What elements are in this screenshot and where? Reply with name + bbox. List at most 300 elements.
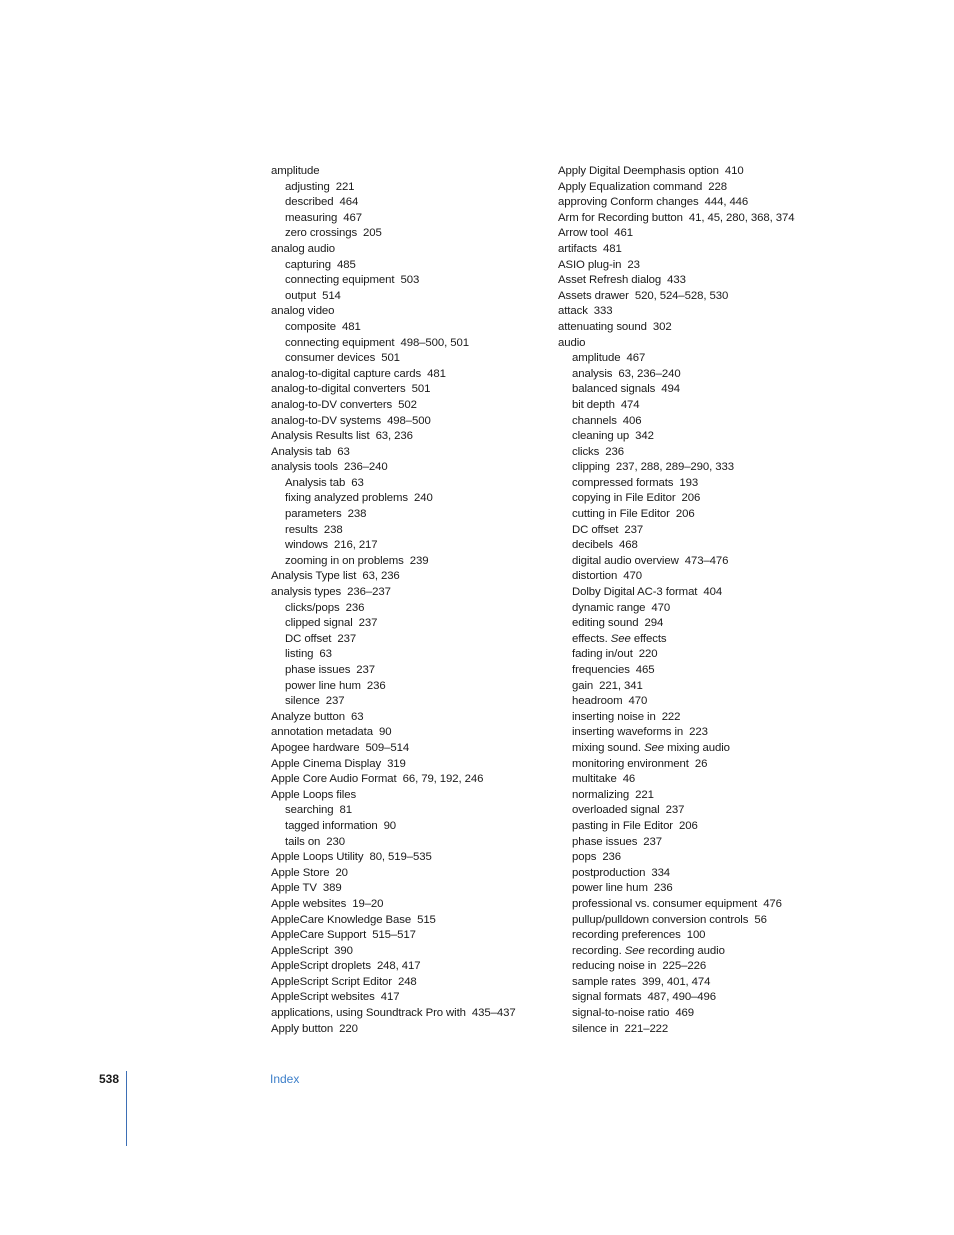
index-term: AppleScript Script Editor bbox=[271, 975, 392, 988]
index-term: Asset Refresh dialog bbox=[558, 274, 662, 287]
index-term: postproduction bbox=[572, 866, 646, 879]
index-subentry bbox=[558, 538, 898, 554]
index-subentry bbox=[271, 476, 546, 492]
page-references[interactable]: 237 bbox=[325, 695, 345, 708]
index-subentry bbox=[271, 523, 546, 539]
index-subentry bbox=[558, 507, 898, 523]
index-entry bbox=[271, 897, 546, 913]
index-entry bbox=[271, 414, 546, 430]
index-term: Analysis Type list bbox=[271, 570, 357, 583]
index-subentry bbox=[558, 881, 898, 897]
index-subentry bbox=[558, 445, 898, 461]
index-term: ASIO plug-in bbox=[558, 258, 622, 271]
page-references[interactable]: 230 bbox=[326, 835, 346, 848]
index-subentry bbox=[271, 336, 546, 352]
page-references[interactable]: 63, 236–240 bbox=[618, 367, 681, 380]
page-references[interactable]: 334 bbox=[651, 866, 671, 879]
page-references[interactable]: 502 bbox=[398, 398, 417, 411]
index-term: inserting waveforms in bbox=[572, 726, 684, 739]
index-subentry bbox=[558, 850, 898, 866]
index-term: Apply Equalization command bbox=[558, 180, 703, 193]
index-term: DC offset bbox=[572, 523, 619, 536]
index-entry bbox=[271, 367, 546, 383]
page-references[interactable]: 389 bbox=[322, 882, 342, 895]
page-references[interactable]: 509–514 bbox=[365, 741, 410, 754]
index-entry bbox=[271, 928, 546, 944]
index-term: balanced signals bbox=[572, 383, 656, 396]
index-subentry bbox=[558, 944, 898, 960]
index-entry bbox=[558, 164, 898, 180]
page-references[interactable]: 63 bbox=[351, 476, 364, 489]
index-term: tagged information bbox=[285, 819, 378, 832]
index-term: Apple Cinema Display bbox=[271, 757, 382, 770]
index-term: phase issues bbox=[572, 835, 638, 848]
page-references[interactable]: 66, 79, 192, 246 bbox=[402, 773, 484, 786]
page-references[interactable]: 220 bbox=[339, 1022, 358, 1035]
page-references[interactable]: 240 bbox=[413, 492, 433, 505]
index-term: bit depth bbox=[572, 398, 615, 411]
index-subentry bbox=[558, 1006, 898, 1022]
page-references[interactable]: 221–222 bbox=[624, 1022, 669, 1035]
page-references[interactable]: 228 bbox=[708, 180, 728, 193]
page-references[interactable]: 515 bbox=[417, 913, 436, 926]
index-entry bbox=[271, 398, 546, 414]
index-term: connecting equipment bbox=[285, 336, 395, 349]
index-term: effects. bbox=[572, 632, 608, 645]
page-references[interactable]: 206 bbox=[681, 492, 701, 505]
index-term: clicks bbox=[572, 445, 600, 458]
page-references[interactable]: 248, 417 bbox=[376, 960, 421, 973]
index-subentry bbox=[271, 211, 546, 227]
page-references[interactable]: 464 bbox=[339, 196, 359, 209]
index-term: monitoring environment bbox=[572, 757, 689, 770]
index-term: DC offset bbox=[285, 632, 332, 645]
index-term: windows bbox=[285, 539, 328, 552]
index-term: analog-to-DV systems bbox=[271, 414, 382, 427]
page-references[interactable]: 476 bbox=[763, 897, 782, 910]
index-subentry bbox=[558, 414, 898, 430]
index-term: analysis types bbox=[271, 586, 342, 599]
index-subentry bbox=[558, 382, 898, 398]
page-references[interactable]: 46 bbox=[622, 773, 636, 786]
page-references[interactable]: 501 bbox=[411, 383, 431, 396]
page-references[interactable]: 237, 288, 289–290, 333 bbox=[615, 461, 734, 474]
index-entry bbox=[558, 304, 898, 320]
page-references[interactable]: 221 bbox=[335, 180, 355, 193]
index-entry bbox=[558, 195, 898, 211]
index-entry bbox=[271, 881, 546, 897]
index-subentry bbox=[558, 476, 898, 492]
page-references[interactable]: 90 bbox=[378, 726, 392, 739]
index-entry bbox=[558, 242, 898, 258]
page-references[interactable]: 406 bbox=[622, 414, 642, 427]
index-term: cutting in File Editor bbox=[572, 508, 670, 521]
page-references[interactable]: 100 bbox=[686, 929, 706, 942]
index-term: zooming in on problems bbox=[285, 554, 404, 567]
see-reference-target[interactable]: effects bbox=[633, 632, 667, 645]
index-subentry bbox=[558, 725, 898, 741]
page-references[interactable]: 237 bbox=[356, 664, 376, 676]
index-subentry bbox=[558, 398, 898, 414]
page-references[interactable]: 470 bbox=[628, 695, 648, 708]
index-subentry bbox=[558, 990, 898, 1006]
index-term: cleaning up bbox=[572, 430, 630, 443]
index-term: fixing analyzed problems bbox=[285, 492, 408, 505]
index-subentry bbox=[558, 897, 898, 913]
index-term: results bbox=[285, 523, 318, 536]
page-references[interactable]: 435–437 bbox=[471, 1007, 516, 1020]
index-term: Apple Core Audio Format bbox=[271, 773, 397, 786]
page-references[interactable]: 56 bbox=[754, 913, 767, 926]
index-term: adjusting bbox=[285, 180, 330, 193]
index-term: audio bbox=[558, 336, 586, 349]
index-subentry bbox=[271, 538, 546, 554]
page-references[interactable]: 206 bbox=[679, 819, 698, 832]
index-term: Analyze button bbox=[271, 710, 345, 723]
index-subentry bbox=[271, 258, 546, 274]
page-references[interactable]: 238 bbox=[323, 523, 343, 536]
page-references[interactable]: 468 bbox=[619, 539, 638, 552]
index-entry bbox=[558, 289, 898, 305]
index-term: compressed formats bbox=[572, 476, 674, 489]
index-subentry bbox=[558, 866, 898, 882]
index-term: composite bbox=[285, 320, 337, 333]
index-term: silence in bbox=[572, 1022, 619, 1035]
index-subentry bbox=[558, 835, 898, 851]
page-references[interactable]: 485 bbox=[336, 258, 356, 271]
index-term: clipping bbox=[572, 461, 610, 474]
page-references[interactable]: 236 bbox=[605, 445, 624, 458]
index-term: analog video bbox=[271, 305, 335, 318]
see-reference-target[interactable]: mixing audio bbox=[667, 741, 730, 754]
index-term: power line hum bbox=[285, 679, 361, 692]
index-term: clipped signal bbox=[285, 617, 353, 630]
page-references[interactable]: 216, 217 bbox=[333, 539, 378, 552]
index-term: analog audio bbox=[271, 242, 336, 255]
index-term: multitake bbox=[572, 773, 617, 786]
index-term: analog-to-digital converters bbox=[271, 383, 406, 396]
index-entry bbox=[271, 304, 546, 320]
index-entry bbox=[271, 710, 546, 726]
page-references[interactable]: 221, 341 bbox=[599, 679, 643, 692]
page-references[interactable]: 342 bbox=[635, 430, 654, 443]
page-references[interactable]: 333 bbox=[593, 305, 613, 318]
index-term: recording preferences bbox=[572, 929, 681, 942]
page-references[interactable]: 417 bbox=[380, 991, 400, 1004]
index-term: editing sound bbox=[572, 617, 639, 630]
index-term: amplitude bbox=[572, 352, 621, 365]
see-reference-label: See bbox=[644, 741, 665, 754]
index-subentry bbox=[558, 772, 898, 788]
index-subentry bbox=[271, 289, 546, 305]
index-subentry bbox=[271, 320, 546, 336]
page-references[interactable]: 515–517 bbox=[372, 929, 416, 942]
index-term: mixing sound. bbox=[572, 741, 641, 754]
page-references[interactable]: 63 bbox=[337, 445, 350, 458]
index-term: searching bbox=[285, 804, 334, 817]
page-references[interactable]: 237 bbox=[643, 835, 663, 848]
index-term: Arm for Recording button bbox=[558, 211, 683, 224]
index-term: Apogee hardware bbox=[271, 741, 360, 754]
index-subentry bbox=[271, 507, 546, 523]
index-term: pasting in File Editor bbox=[572, 819, 674, 832]
page-references[interactable]: 404 bbox=[703, 586, 723, 599]
page-references[interactable]: 473–476 bbox=[684, 554, 729, 567]
index-term: digital audio overview bbox=[572, 554, 679, 567]
index-term: Arrow tool bbox=[558, 227, 609, 240]
index-subentry bbox=[558, 616, 898, 632]
index-subentry bbox=[558, 710, 898, 726]
index-term: sample rates bbox=[572, 975, 637, 988]
index-term: AppleCare Support bbox=[271, 929, 367, 942]
index-term: connecting equipment bbox=[285, 274, 395, 287]
index-subentry bbox=[271, 554, 546, 570]
index-subentry bbox=[558, 928, 898, 944]
page-references[interactable]: 470 bbox=[651, 601, 671, 614]
index-subentry bbox=[271, 803, 546, 819]
page-references[interactable]: 236 bbox=[602, 851, 622, 864]
index-term: Apply button bbox=[271, 1022, 334, 1035]
page-references[interactable]: 19–20 bbox=[352, 897, 384, 910]
page-references[interactable]: 26 bbox=[694, 757, 708, 770]
index-term: recording. bbox=[572, 944, 622, 957]
index-subentry bbox=[558, 663, 898, 679]
page-references[interactable]: 236–237 bbox=[347, 586, 391, 599]
index-subentry bbox=[558, 523, 898, 539]
page-references[interactable]: 487, 490–496 bbox=[647, 991, 716, 1004]
index-subentry bbox=[271, 601, 546, 617]
page-references[interactable]: 23 bbox=[627, 258, 640, 271]
page-references[interactable]: 494 bbox=[661, 383, 680, 396]
index-entry bbox=[271, 990, 546, 1006]
index-term: signal-to-noise ratio bbox=[572, 1007, 670, 1020]
page-number: 538 bbox=[99, 1072, 120, 1086]
index-term: reducing noise in bbox=[572, 960, 657, 973]
page-references[interactable]: 237 bbox=[624, 523, 644, 536]
index-entry bbox=[271, 866, 546, 882]
index-term: listing bbox=[285, 648, 314, 661]
page-references[interactable]: 205 bbox=[363, 227, 382, 240]
index-subentry bbox=[558, 959, 898, 975]
index-term: tails on bbox=[285, 835, 321, 848]
index-subentry bbox=[271, 632, 546, 648]
page-references[interactable]: 237 bbox=[337, 632, 357, 645]
index-subentry bbox=[558, 647, 898, 663]
page-references[interactable]: 238 bbox=[347, 508, 367, 521]
page-references[interactable]: 461 bbox=[614, 227, 633, 240]
page-references[interactable]: 433 bbox=[667, 274, 686, 287]
index-subentry bbox=[558, 554, 898, 570]
index-subentry bbox=[271, 273, 546, 289]
page-references[interactable]: 236 bbox=[366, 679, 386, 692]
index-term: Analysis Results list bbox=[271, 430, 370, 443]
page-references[interactable]: 223 bbox=[689, 726, 708, 739]
index-term: signal formats bbox=[572, 991, 642, 1004]
index-subentry bbox=[558, 429, 898, 445]
index-term: consumer devices bbox=[285, 352, 376, 365]
index-subentry bbox=[558, 803, 898, 819]
page-references[interactable]: 444, 446 bbox=[704, 196, 749, 209]
index-term: pullup/pulldown conversion controls bbox=[572, 913, 749, 926]
page-references[interactable]: 399, 401, 474 bbox=[642, 975, 711, 988]
index-term: AppleScript bbox=[271, 944, 329, 957]
index-subentry bbox=[558, 1022, 898, 1038]
index-entry bbox=[271, 975, 546, 991]
index-term: analysis bbox=[572, 367, 613, 380]
page-references[interactable]: 193 bbox=[679, 476, 699, 489]
page-references[interactable]: 294 bbox=[644, 617, 664, 630]
index-entry bbox=[558, 180, 898, 196]
index-term: artifacts bbox=[558, 242, 597, 255]
index-term: AppleScript droplets bbox=[271, 960, 371, 973]
page-references[interactable]: 236 bbox=[653, 882, 673, 895]
index-column-right bbox=[558, 164, 898, 1037]
index-term: applications, using Soundtrack Pro with bbox=[271, 1007, 466, 1020]
index-term: analog-to-DV converters bbox=[271, 398, 393, 411]
page-references[interactable]: 237 bbox=[665, 804, 685, 817]
index-subentry bbox=[558, 757, 898, 773]
page-references[interactable]: 63 bbox=[350, 710, 364, 723]
index-entry bbox=[271, 569, 546, 585]
index-term: analog-to-digital capture cards bbox=[271, 367, 422, 380]
page-references[interactable]: 410 bbox=[724, 165, 744, 177]
page-references[interactable]: 467 bbox=[626, 352, 646, 365]
page-references[interactable]: 319 bbox=[387, 757, 406, 770]
index-entry bbox=[271, 445, 546, 461]
index-term: inserting noise in bbox=[572, 710, 656, 723]
page-references[interactable]: 236–240 bbox=[343, 461, 388, 474]
index-term: amplitude bbox=[271, 165, 320, 177]
index-subentry bbox=[558, 975, 898, 991]
see-reference-label: See bbox=[610, 632, 631, 645]
index-subentry bbox=[271, 835, 546, 851]
index-term: annotation metadata bbox=[271, 726, 373, 739]
index-term: Dolby Digital AC-3 format bbox=[572, 586, 698, 599]
index-term: AppleScript websites bbox=[271, 991, 375, 1004]
page-references[interactable]: 41, 45, 280, 368, 374 bbox=[688, 211, 795, 224]
index-entry bbox=[271, 944, 546, 960]
page-references[interactable]: 81 bbox=[339, 804, 352, 817]
index-column-left bbox=[271, 164, 546, 1037]
page-references[interactable]: 481 bbox=[342, 320, 361, 333]
index-term: described bbox=[285, 196, 334, 209]
index-term: measuring bbox=[285, 211, 338, 224]
index-subentry bbox=[271, 819, 546, 835]
page-references[interactable]: 498–500, 501 bbox=[400, 336, 469, 349]
index-term: capturing bbox=[285, 258, 331, 271]
index-term: Analysis tab bbox=[271, 445, 332, 458]
page-references[interactable]: 481 bbox=[427, 367, 446, 380]
index-subentry bbox=[271, 663, 546, 679]
index-entry bbox=[271, 788, 546, 804]
index-subentry bbox=[271, 491, 546, 507]
index-subentry bbox=[271, 180, 546, 196]
index-entry bbox=[271, 772, 546, 788]
page-references[interactable]: 520, 524–528, 530 bbox=[634, 289, 729, 302]
page-references[interactable]: 222 bbox=[661, 710, 681, 723]
page-references[interactable]: 302 bbox=[652, 320, 672, 333]
page-references[interactable]: 20 bbox=[335, 866, 348, 879]
index-term: attack bbox=[558, 305, 588, 318]
index-entry bbox=[271, 1006, 546, 1022]
page-references[interactable]: 470 bbox=[623, 570, 642, 583]
index-entry bbox=[271, 429, 546, 445]
index-entry bbox=[271, 460, 546, 476]
index-term: channels bbox=[572, 414, 617, 427]
index-term: Analysis tab bbox=[285, 476, 346, 489]
page-references[interactable]: 503 bbox=[400, 274, 420, 287]
index-subentry bbox=[558, 569, 898, 585]
page-references[interactable]: 514 bbox=[322, 289, 341, 302]
page-references[interactable]: 63, 236 bbox=[375, 430, 413, 443]
index-subentry bbox=[271, 351, 546, 367]
page-references[interactable]: 501 bbox=[381, 352, 400, 365]
index-subentry bbox=[558, 819, 898, 835]
see-reference-target[interactable]: recording audio bbox=[647, 944, 725, 957]
page-references[interactable]: 474 bbox=[620, 398, 640, 411]
page-references[interactable]: 220 bbox=[638, 648, 658, 661]
page-references[interactable]: 469 bbox=[675, 1007, 695, 1020]
index-term: Apple Loops files bbox=[271, 788, 357, 801]
index-term: distortion bbox=[572, 570, 618, 583]
page-references[interactable]: 225–226 bbox=[662, 960, 707, 973]
index-entry bbox=[271, 913, 546, 929]
index-subentry bbox=[558, 491, 898, 507]
page-references[interactable]: 498–500 bbox=[387, 414, 431, 427]
section-title[interactable]: Index bbox=[270, 1072, 300, 1086]
page-references[interactable]: 236 bbox=[345, 601, 365, 614]
index-entry bbox=[558, 211, 898, 227]
index-subentry bbox=[271, 226, 546, 242]
index-term: silence bbox=[285, 695, 320, 708]
page-references[interactable]: 248 bbox=[397, 975, 417, 988]
index-entry bbox=[271, 242, 546, 258]
page-references[interactable]: 481 bbox=[602, 242, 622, 255]
index-entry bbox=[558, 258, 898, 274]
page-references[interactable]: 465 bbox=[635, 664, 655, 676]
index-subentry bbox=[558, 367, 898, 383]
page-references[interactable]: 390 bbox=[334, 944, 353, 957]
index-term: Apple TV bbox=[271, 882, 317, 895]
index-term: fading in/out bbox=[572, 648, 633, 661]
index-entry bbox=[271, 382, 546, 398]
index-term: Apple Store bbox=[271, 866, 330, 879]
page-references[interactable]: 221 bbox=[635, 788, 654, 801]
index-subentry bbox=[271, 647, 546, 663]
index-entry bbox=[558, 336, 898, 352]
page-references[interactable]: 237 bbox=[358, 617, 378, 630]
page-references[interactable]: 63, 236 bbox=[362, 570, 400, 583]
index-subentry bbox=[558, 679, 898, 695]
index-term: overloaded signal bbox=[572, 804, 660, 817]
page-references[interactable]: 90 bbox=[383, 819, 397, 832]
page-references[interactable]: 206 bbox=[675, 508, 695, 521]
page-references[interactable]: 63 bbox=[319, 648, 332, 661]
index-subentry bbox=[558, 913, 898, 929]
index-term: dynamic range bbox=[572, 601, 646, 614]
index-subentry bbox=[558, 694, 898, 710]
index-term: Assets drawer bbox=[558, 289, 629, 302]
index-subentry bbox=[271, 616, 546, 632]
index-entry bbox=[271, 850, 546, 866]
index-term: AppleCare Knowledge Base bbox=[271, 913, 412, 926]
page-references[interactable]: 80, 519–535 bbox=[369, 851, 432, 864]
page-references[interactable]: 467 bbox=[343, 211, 363, 224]
index-term: Apply Digital Deemphasis option bbox=[558, 165, 719, 177]
page-references[interactable]: 239 bbox=[409, 554, 429, 567]
index-term: output bbox=[285, 289, 317, 302]
index-term: gain bbox=[572, 679, 594, 692]
